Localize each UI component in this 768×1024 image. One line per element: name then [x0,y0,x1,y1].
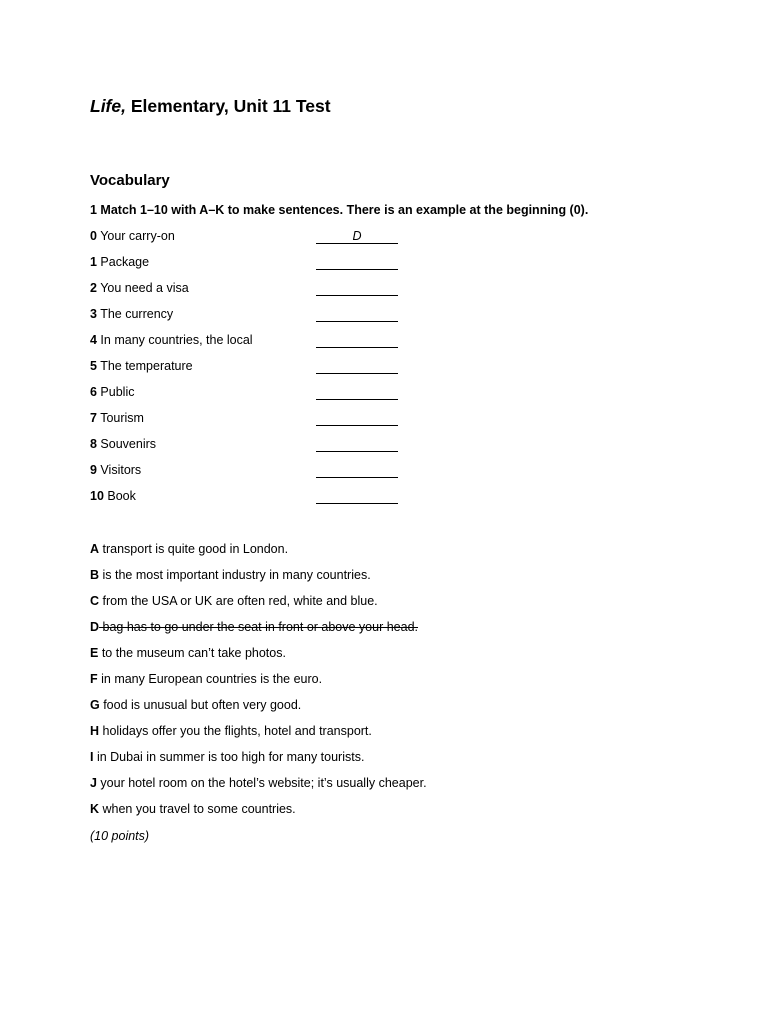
option-letter: G [90,698,100,712]
item-number: 6 [90,385,97,399]
item-text: Public [96,385,135,399]
matching-item [90,307,690,333]
option-item [90,724,690,750]
option-text: from the USA or UK are often red, white and blue. [99,594,378,608]
option-item [90,750,690,776]
item-text: Visitors [96,463,142,477]
item-number: 9 [90,463,97,477]
item-text: Package [96,255,150,269]
option-text: your hotel room on the hotel’s website; it’s usually cheaper. [96,776,427,790]
option-item [90,594,690,620]
section-heading: Vocabulary [90,172,170,189]
matching-item [90,229,690,255]
answer-blank[interactable] [316,463,398,478]
exercise-instruction: 1 Match 1–10 with A–K to make sentences. There is an example at the beginning (0). [90,203,589,217]
item-number: 7 [90,411,97,425]
item-text: Your carry-on [96,229,175,243]
option-letter: J [90,776,97,790]
answer-blank[interactable] [316,411,398,426]
option-letter: F [90,672,98,686]
option-text: to the museum can’t take photos. [98,646,286,660]
option-text-struck: bag has to go under the seat in front or above your head. [99,620,419,634]
option-letter: K [90,802,100,816]
answer-blank[interactable] [316,255,398,270]
item-number: 1 [90,255,97,269]
item-number: 4 [90,333,97,347]
answer-blank[interactable] [316,359,398,374]
item-text: Souvenirs [96,437,157,451]
option-item [90,698,690,724]
option-letter: C [90,594,100,608]
option-item [90,672,690,698]
book-title: Life, [90,96,126,116]
option-letter: I [90,750,94,764]
answer-blank[interactable] [316,307,398,322]
option-item [90,620,690,646]
item-number: 10 [90,489,104,503]
option-text: is the most important industry in many countries. [99,568,371,582]
item-text: The currency [96,307,174,321]
answer-blank[interactable] [316,489,398,504]
item-number: 8 [90,437,97,451]
page-title [90,96,331,117]
matching-item [90,281,690,307]
option-item [90,802,690,828]
answer-blank[interactable] [316,281,398,296]
matching-item [90,411,690,437]
answer-blank[interactable]: D [316,229,398,244]
option-text: in many European countries is the euro. [97,672,323,686]
item-text: Book [103,489,136,503]
matching-item [90,489,690,515]
matching-item [90,359,690,385]
matching-item [90,255,690,281]
title-rest: Elementary, Unit 11 Test [125,96,331,116]
option-letter: E [90,646,99,660]
item-number: 5 [90,359,97,373]
item-number: 0 [90,229,97,243]
option-text: when you travel to some countries. [99,802,296,816]
item-text: In many countries, the local [96,333,253,347]
option-text: food is unusual but often very good. [99,698,302,712]
item-text: You need a visa [96,281,189,295]
item-text: The temperature [96,359,193,373]
matching-item [90,385,690,411]
option-text: holidays offer you the flights, hotel and transport. [99,724,372,738]
option-letter: B [90,568,100,582]
item-number: 2 [90,281,97,295]
option-item [90,646,690,672]
option-item [90,568,690,594]
matching-items [90,229,690,515]
answer-blank[interactable] [316,333,398,348]
option-letter: A [90,542,100,556]
option-letter: D [90,620,100,634]
option-text: in Dubai in summer is too high for many tourists. [93,750,365,764]
matching-item [90,437,690,463]
option-letter: H [90,724,100,738]
item-number: 3 [90,307,97,321]
points-label: (10 points) [90,829,150,843]
answer-blank[interactable] [316,385,398,400]
matching-item [90,463,690,489]
matching-item [90,333,690,359]
answer-options [90,542,690,828]
option-item [90,542,690,568]
answer-blank[interactable] [316,437,398,452]
item-text: Tourism [96,411,144,425]
option-text: transport is quite good in London. [99,542,289,556]
option-item [90,776,690,802]
